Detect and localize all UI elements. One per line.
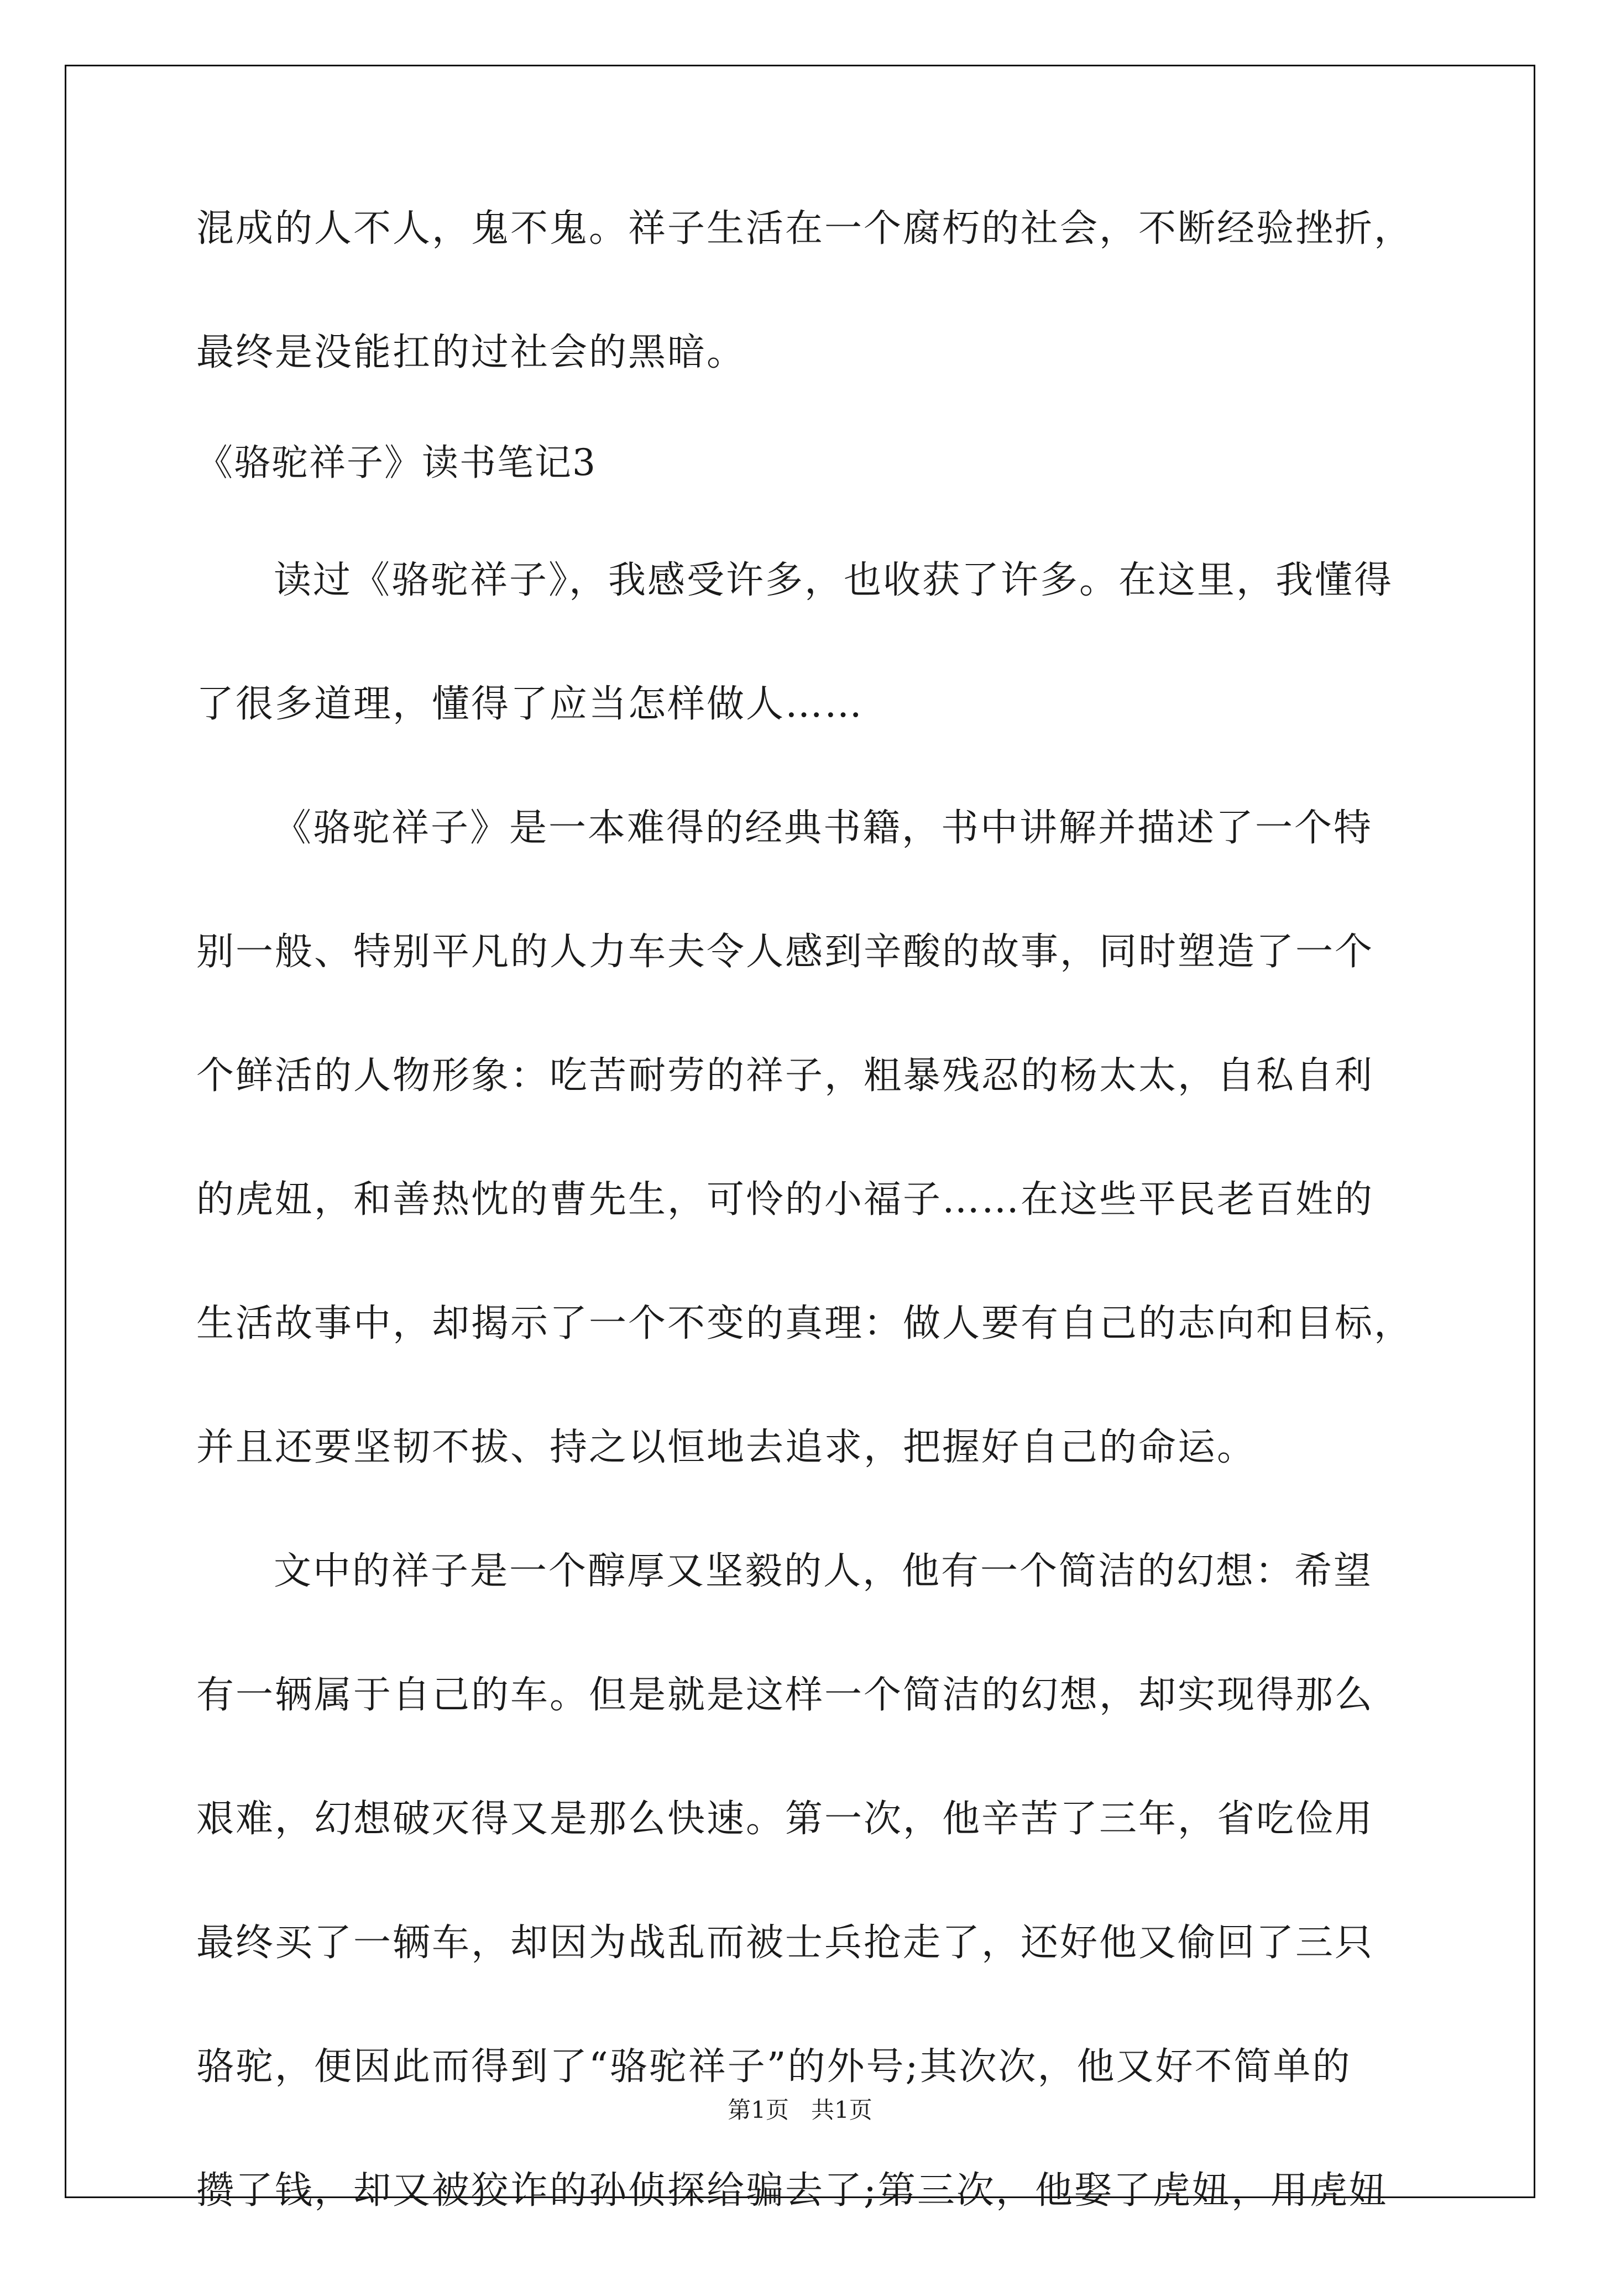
text-line: 最终是没能扛的过社会的黑暗。 xyxy=(196,331,746,374)
text-line: 别一般、特别平凡的人力车夫令人感到辛酸的故事，同时塑造了一个 xyxy=(196,930,1374,974)
page-number-footer: 第1页 共1页 xyxy=(728,2096,872,2123)
text-line: 并且还要坚韧不拔、持之以恒地去追求，把握好自己的命运。 xyxy=(196,1426,1257,1469)
paragraph-first-line: 《骆驼祥子》是一本难得的经典书籍，书中讲解并描述了一个特 xyxy=(274,806,1373,850)
text-line: 混成的人不人，鬼不鬼。祥子生活在一个腐朽的社会，不断经验挫折， xyxy=(196,207,1414,251)
text-line: 艰难，幻想破灭得又是那么快速。第一次，他辛苦了三年，省吃俭用 xyxy=(196,1797,1374,1841)
paragraph-first-line: 文中的祥子是一个醇厚又坚毅的人，他有一个简洁的幻想：希望 xyxy=(274,1549,1373,1593)
text-line: 了很多道理，懂得了应当怎样做人…… xyxy=(196,682,864,726)
text-line: 有一辆属于自己的车。但是就是这样一个简洁的幻想，却实现得那么 xyxy=(196,1673,1374,1717)
text-line: 的虎妞，和善热忱的曹先生，可怜的小福子……在这些平民老百姓的 xyxy=(196,1178,1374,1222)
text-line: 个鲜活的人物形象：吃苦耐劳的祥子，粗暴残忍的杨太太，自私自利 xyxy=(196,1054,1374,1098)
text-line: 骆驼，便因此而得到了“骆驼祥子”的外号;其次次，他又好不简单的 xyxy=(196,2045,1352,2089)
paragraph-first-line: 读过《骆驼祥子》，我感受许多，也收获了许多。在这里，我懂得 xyxy=(274,559,1394,602)
text-line: 生活故事中，却揭示了一个不变的真理：做人要有自己的志向和目标， xyxy=(196,1302,1414,1345)
document-body xyxy=(196,207,1429,2296)
section-heading: 《骆驼祥子》读书笔记3 xyxy=(196,441,597,484)
text-line: 攒了钱，却又被狡诈的孙侦探给骗去了;第三次，他娶了虎妞，用虎妞 xyxy=(196,2169,1388,2212)
text-line: 最终买了一辆车，却因为战乱而被士兵抢走了，还好他又偷回了三只 xyxy=(196,1921,1374,1965)
